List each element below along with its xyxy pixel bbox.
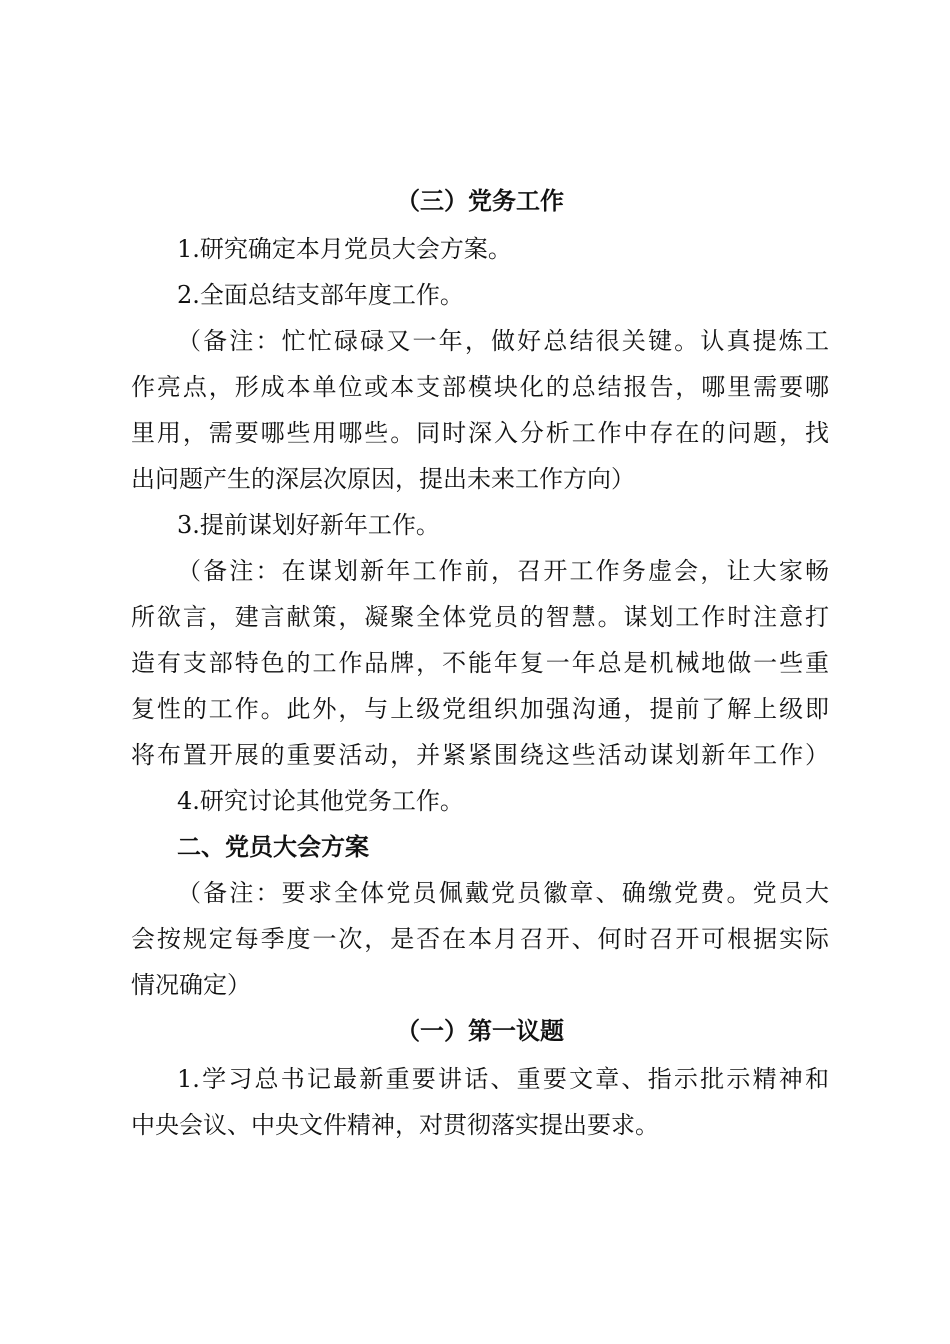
note-1-line-3: 里用，需要哪些用哪些。同时深入分析工作中存在的问题，找 xyxy=(131,419,829,447)
topic-1-line-2: 中央会议、中央文件精神，对贯彻落实提出要求。 xyxy=(131,1111,659,1139)
note-3-line-3: 情况确定） xyxy=(131,971,251,999)
heading-party-affairs: （三）党务工作 xyxy=(396,187,564,215)
note-1-line-1: （备注：忙忙碌碌又一年，做好总结很关键。认真提炼工 xyxy=(177,327,829,355)
heading-first-topic: （一）第一议题 xyxy=(396,1017,564,1045)
note-3-line-1: （备注：要求全体党员佩戴党员徽章、确缴党费。党员大 xyxy=(177,879,829,907)
note-2-line-5: 将布置开展的重要活动，并紧紧围绕这些活动谋划新年工作） xyxy=(131,741,829,769)
note-2-line-3: 造有支部特色的工作品牌，不能年复一年总是机械地做一些重 xyxy=(131,649,829,677)
note-2-line-2: 所欲言，建言献策，凝聚全体党员的智慧。谋划工作时注意打 xyxy=(131,603,829,631)
item-1: 1.研究确定本月党员大会方案。 xyxy=(177,235,512,263)
topic-1-line-1: 1.学习总书记最新重要讲话、重要文章、指示批示精神和 xyxy=(177,1065,829,1093)
note-1-line-2: 作亮点，形成本单位或本支部模块化的总结报告，哪里需要哪 xyxy=(131,373,829,401)
item-2: 2.全面总结支部年度工作。 xyxy=(177,281,464,309)
section-heading-2: 二、党员大会方案 xyxy=(177,833,369,861)
note-2-line-1: （备注：在谋划新年工作前，召开工作务虚会，让大家畅 xyxy=(177,557,829,585)
note-2-line-4: 复性的工作。此外，与上级党组织加强沟通，提前了解上级即 xyxy=(131,695,829,723)
note-1-line-4: 出问题产生的深层次原因，提出未来工作方向） xyxy=(131,465,635,493)
item-3: 3.提前谋划好新年工作。 xyxy=(177,511,440,539)
note-3-line-2: 会按规定每季度一次，是否在本月召开、何时召开可根据实际 xyxy=(131,925,829,953)
item-4: 4.研究讨论其他党务工作。 xyxy=(177,787,464,815)
